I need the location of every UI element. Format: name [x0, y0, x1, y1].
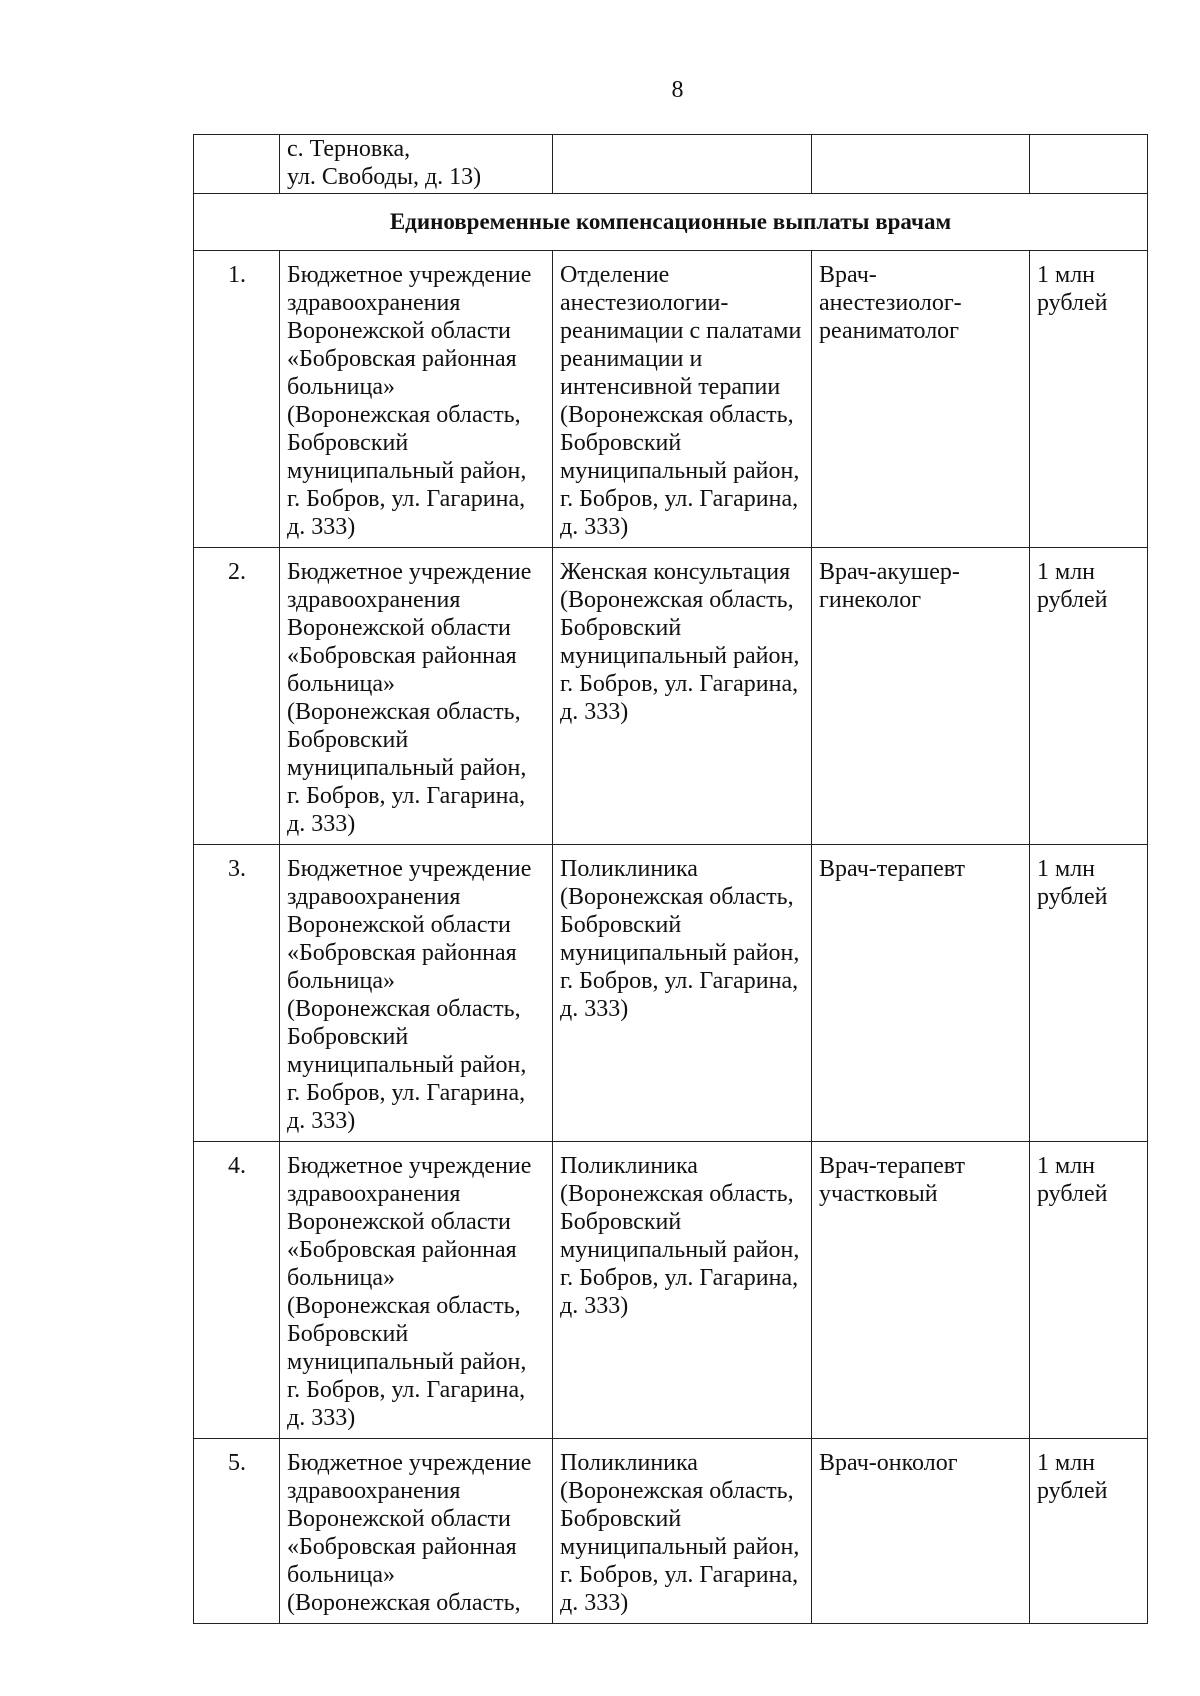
- department-cell: Поликлиника (Воронежская область, Бобровский муниципальный район, г. Бобров, ул. Гагарина, д. 333): [553, 1142, 812, 1439]
- institution-cell: Бюджетное учреждение здравоохранения Воронежской области «Бобровская районная больница» (Воронежская область, Бобровский муниципальный район, г. Бобров, ул. Гагарина, д. 333): [280, 1142, 553, 1439]
- table-row-continuation: [194, 135, 1148, 194]
- position-cell: Врач- анестезиолог- реаниматолог: [812, 251, 1030, 548]
- row-number-cell: 3.: [194, 845, 280, 1142]
- amount-cell: [1030, 135, 1148, 194]
- position-cell: Врач-акушер- гинеколог: [812, 548, 1030, 845]
- institution-cell: с. Терновка, ул. Свободы, д. 13): [280, 135, 553, 194]
- position-cell: Врач-терапевт: [812, 845, 1030, 1142]
- amount-cell: 1 млн рублей: [1030, 251, 1148, 548]
- row-number-cell: 1.: [194, 251, 280, 548]
- department-cell: Женская консультация (Воронежская область, Бобровский муниципальный район, г. Бобров, ул. Гагарина, д. 333): [553, 548, 812, 845]
- row-number-cell: 4.: [194, 1142, 280, 1439]
- department-cell: [553, 135, 812, 194]
- row-number-cell: 5.: [194, 1439, 280, 1624]
- table-row: [194, 845, 1148, 1142]
- institution-cell: Бюджетное учреждение здравоохранения Воронежской области «Бобровская районная больница» (Воронежская область, Бобровский муниципальный район, г. Бобров, ул. Гагарина, д. 333): [280, 845, 553, 1142]
- table-row: [194, 548, 1148, 845]
- table-row: [194, 1142, 1148, 1439]
- section-header-row: [194, 194, 1148, 251]
- institution-cell: Бюджетное учреждение здравоохранения Воронежской области «Бобровская районная больница» (Воронежская область, Бобровский муниципальный район, г. Бобров, ул. Гагарина, д. 333): [280, 251, 553, 548]
- section-title: Единовременные компенсационные выплаты врачам: [194, 194, 1148, 251]
- department-cell: Отделение анестезиологии- реанимации с палатами реанимации и интенсивной терапии (Воронежская область, Бобровский муниципальный район, г. Бобров, ул. Гагарина, д. 333): [553, 251, 812, 548]
- amount-cell: 1 млн рублей: [1030, 845, 1148, 1142]
- row-number-cell: [194, 135, 280, 194]
- amount-cell: 1 млн рублей: [1030, 1142, 1148, 1439]
- page-number: 8: [671, 77, 684, 103]
- position-cell: [812, 135, 1030, 194]
- table-row: [194, 251, 1148, 548]
- position-cell: Врач-терапевт участковый: [812, 1142, 1030, 1439]
- amount-cell: 1 млн рублей: [1030, 1439, 1148, 1624]
- position-cell: Врач-онколог: [812, 1439, 1030, 1624]
- compensation-table: [193, 134, 1148, 1624]
- institution-cell: Бюджетное учреждение здравоохранения Воронежской области «Бобровская районная больница» (Воронежская область,: [280, 1439, 553, 1624]
- institution-cell: Бюджетное учреждение здравоохранения Воронежской области «Бобровская районная больница» (Воронежская область, Бобровский муниципальный район, г. Бобров, ул. Гагарина, д. 333): [280, 548, 553, 845]
- row-number-cell: 2.: [194, 548, 280, 845]
- table-row: [194, 1439, 1148, 1624]
- amount-cell: 1 млн рублей: [1030, 548, 1148, 845]
- department-cell: Поликлиника (Воронежская область, Бобровский муниципальный район, г. Бобров, ул. Гагарина, д. 333): [553, 1439, 812, 1624]
- department-cell: Поликлиника (Воронежская область, Бобровский муниципальный район, г. Бобров, ул. Гагарина, д. 333): [553, 845, 812, 1142]
